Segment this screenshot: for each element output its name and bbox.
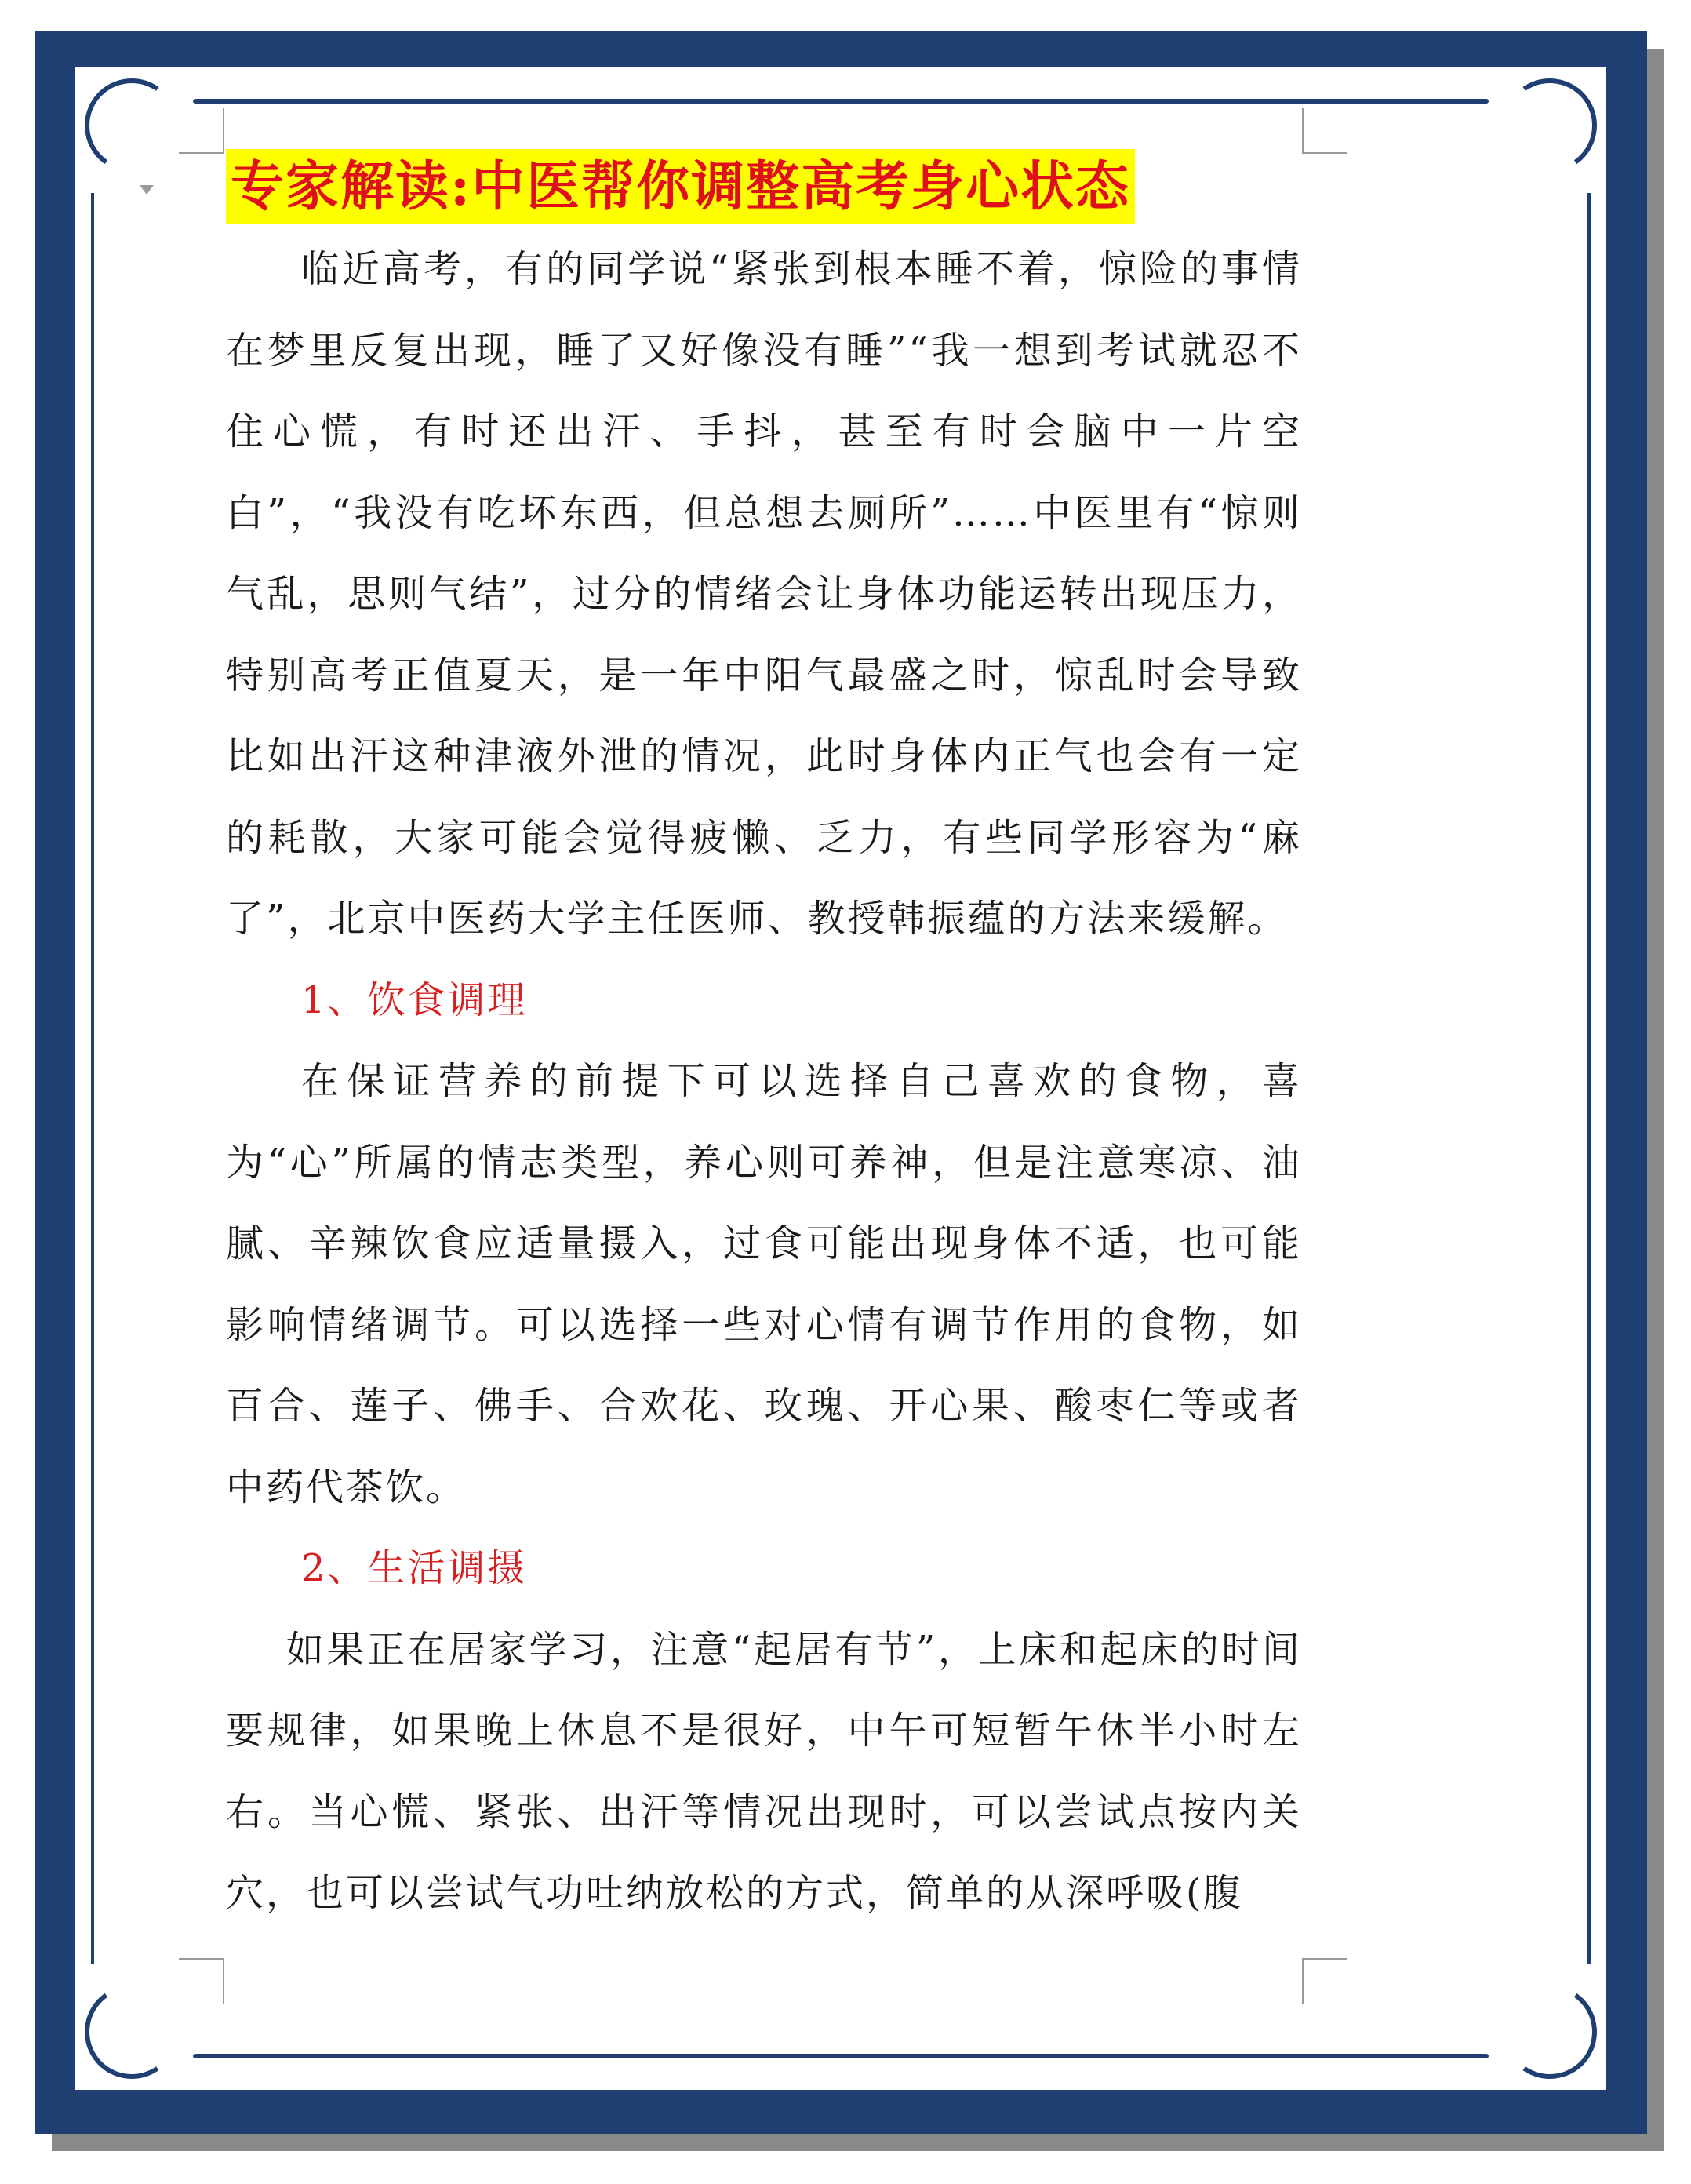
corner-ornament-bottom-right (1495, 1977, 1604, 2086)
corner-ornament-bottom-left (77, 1977, 186, 2086)
corner-ornament-top-left (77, 71, 186, 180)
section-heading-lifestyle[interactable]: 2、生活调摄 (301, 1546, 528, 1590)
document-body[interactable] (226, 149, 1302, 1935)
crop-mark-top-left (179, 108, 224, 154)
border-top-line (193, 99, 1489, 104)
border-right-line (1587, 193, 1591, 1964)
paragraph-lifestyle[interactable]: 如果正在居家学习，注意“起居有节”，上床和起床的时间要规律，如果晚上休息不是很好，中午可短暂午休半小时左右。当心慌、紧张、出汗等情况出现时，可以尝试点按内关穴，也可以尝试气功吐纳放松的方式，简单的从深呼吸(腹 (226, 1627, 1302, 1915)
paragraph-intro[interactable]: 临近高考，有的同学说“紧张到根本睡不着，惊险的事情在梦里反复出现，睡了又好像没有睡”“我一想到考试就忍不住心慌，有时还出汗、手抖，甚至有时会脑中一片空白”，“我没有吃坏东西，但总想去厕所”……中医里有“惊则气乱，思则气结”，过分的情绪会让身体功能运转出现压力，特别高考正值夏天，是一年中阳气最盛之时，惊乱时会导致比如出汗这种津液外泄的情况，此时身体内正气也会有一定的耗散，大家可能会觉得疲懒、乏力，有些同学形容为“麻了”，北京中医药大学主任医师、教授韩振蕴的方法来缓解。 (226, 247, 1302, 941)
crop-mark-bottom-right (1302, 1958, 1347, 2004)
border-bottom-line (193, 2054, 1489, 2058)
corner-ornament-top-right (1495, 71, 1604, 180)
crop-mark-top-right (1302, 108, 1347, 154)
section-heading-diet[interactable]: 1、饮食调理 (301, 977, 528, 1022)
paragraph-marker-icon (140, 185, 154, 195)
document-title[interactable]: 专家解读:中医帮你调整高考身心状态 (226, 149, 1135, 224)
border-left-line (91, 193, 94, 1964)
paragraph-diet[interactable]: 在保证营养的前提下可以选择自己喜欢的食物，喜为“心”所属的情志类型，养心则可养神，但是注意寒凉、油腻、辛辣饮食应适量摄入，过食可能出现身体不适，也可能影响情绪调节。可以选择一些对心情有调节作用的食物，如百合、莲子、佛手、合欢花、玫瑰、开心果、酸枣仁等或者中药代茶饮。 (226, 1059, 1302, 1509)
crop-mark-bottom-left (179, 1958, 224, 2004)
